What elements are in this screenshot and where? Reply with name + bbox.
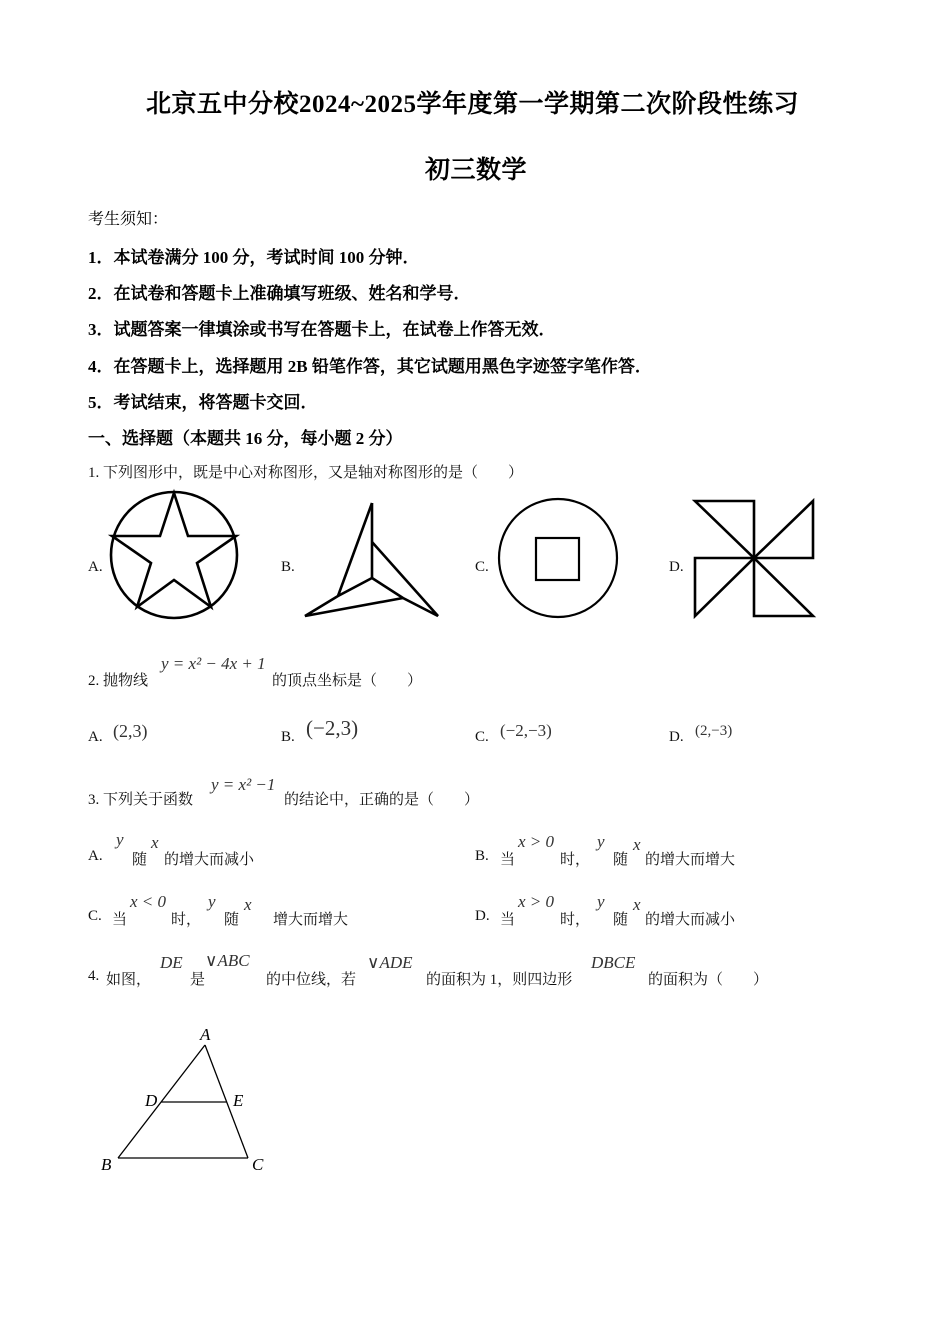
var-x: x — [151, 833, 159, 852]
question-stem-after: 的顶点坐标是（ ） — [272, 673, 423, 689]
option-text[interactable]: 当 — [500, 852, 516, 868]
notice-heading: 考生须知： — [88, 211, 169, 228]
question-stem-before: 抛物线 — [103, 673, 149, 689]
option-label[interactable]: D. — [669, 729, 684, 745]
option-text[interactable]: 随 — [613, 852, 629, 868]
notice-item: 1．本试卷满分 100 分，考试时间 100 分钟． — [88, 248, 420, 267]
option-label[interactable]: B. — [281, 559, 295, 575]
option-label[interactable]: B. — [475, 848, 489, 864]
option-text[interactable]: 时， — [171, 912, 202, 928]
notice-item: 4．在答题卡上，选择题用 2B 铅笔作答，其它试题用黑色字迹签字笔作答． — [88, 357, 652, 376]
square-in-circle-figure — [493, 493, 623, 623]
option-text[interactable]: 的增大而减小 — [645, 912, 736, 928]
vertex-label-d: D — [145, 1091, 158, 1110]
triangle-midline-figure — [90, 1015, 290, 1185]
option-label[interactable]: D. — [475, 908, 490, 924]
notice-item: 5．考试结束，将答题卡交回． — [88, 393, 318, 412]
condition: x < 0 — [130, 892, 167, 911]
option-label[interactable]: C. — [475, 729, 489, 745]
vertex-label-c: C — [252, 1155, 264, 1174]
vertex-label-e: E — [233, 1091, 244, 1110]
var-y: y — [208, 892, 216, 911]
option-text[interactable]: 当 — [112, 912, 128, 928]
option-text[interactable]: 时， — [560, 912, 591, 928]
var-y: y — [597, 892, 605, 911]
star-in-circle-figure — [104, 486, 244, 626]
option-value[interactable]: (−2,−3) — [500, 721, 552, 740]
question-number: 2. — [88, 673, 100, 689]
option-text[interactable]: 的增大而减小 — [164, 852, 255, 868]
triangle-ade: ∨ADE — [367, 953, 413, 972]
option-text[interactable]: 的增大而增大 — [645, 852, 736, 868]
option-label[interactable]: C. — [88, 908, 102, 924]
option-text[interactable]: 增大而增大 — [273, 912, 349, 928]
four-blade-pinwheel-figure — [690, 496, 820, 626]
question-1 — [88, 461, 523, 482]
question-stem: 下列图形中，既是中心对称图形，又是轴对称图形的是（ ） — [103, 465, 524, 481]
var-y: y — [597, 832, 605, 851]
question-stem: 的面积为（ ） — [648, 972, 769, 988]
option-value[interactable]: (−2,3) — [306, 716, 359, 740]
option-label[interactable]: C. — [475, 559, 489, 575]
segment-de: DE — [160, 953, 183, 972]
option-value[interactable]: (2,3) — [113, 721, 148, 741]
notice-item: 2．在试卷和答题卡上准确填写班级、姓名和学号． — [88, 284, 471, 303]
question-stem-before: 下列关于函数 — [103, 792, 194, 808]
question-stem: 的面积为 1，则四边形 — [426, 972, 573, 988]
option-label[interactable]: A. — [88, 729, 103, 745]
question-number: 4. — [88, 968, 100, 984]
question-stem: 是 — [190, 972, 206, 988]
formula-parabola: y = x² − 4x + 1 — [161, 654, 266, 673]
question-3 — [88, 788, 193, 809]
question-number: 3. — [88, 792, 100, 808]
question-stem-after: 的结论中，正确的是（ ） — [284, 792, 480, 808]
option-label[interactable]: B. — [281, 729, 295, 745]
var-x: x — [633, 895, 641, 914]
quadrilateral-dbce: DBCE — [591, 953, 636, 972]
formula-function: y = x² −1 — [211, 775, 276, 794]
question-2 — [88, 669, 148, 690]
page-subtitle: 初三数学 — [425, 157, 528, 184]
section-heading: 一、选择题（本题共 16 分，每小题 2 分） — [88, 429, 403, 448]
triangle-abc: ∨ABC — [205, 951, 250, 970]
var-x: x — [633, 835, 641, 854]
option-label[interactable]: A. — [88, 848, 103, 864]
question-number: 1. — [88, 465, 100, 481]
var-x: x — [244, 895, 252, 914]
question-stem: 的中位线，若 — [266, 972, 357, 988]
option-label[interactable]: D. — [669, 559, 684, 575]
question-stem: 如图， — [106, 972, 152, 988]
vertex-label-a: A — [200, 1025, 211, 1044]
option-text[interactable]: 当 — [500, 912, 516, 928]
page-title: 北京五中分校2024~2025学年度第一学期第二次阶段性练习 — [146, 91, 800, 118]
notice-item: 3．试题答案一律填涂或书写在答题卡上，在试卷上作答无效． — [88, 320, 556, 339]
var-y: y — [116, 830, 124, 849]
option-text[interactable]: 时， — [560, 852, 591, 868]
condition: x > 0 — [518, 832, 555, 851]
option-text[interactable]: 随 — [613, 912, 629, 928]
option-label[interactable]: A. — [88, 559, 103, 575]
option-text[interactable]: 随 — [132, 852, 148, 868]
vertex-label-b: B — [101, 1155, 112, 1174]
option-value[interactable]: (2,−3) — [695, 723, 733, 739]
option-text[interactable]: 随 — [224, 912, 240, 928]
condition: x > 0 — [518, 892, 555, 911]
three-blade-pinwheel-figure — [300, 496, 450, 626]
